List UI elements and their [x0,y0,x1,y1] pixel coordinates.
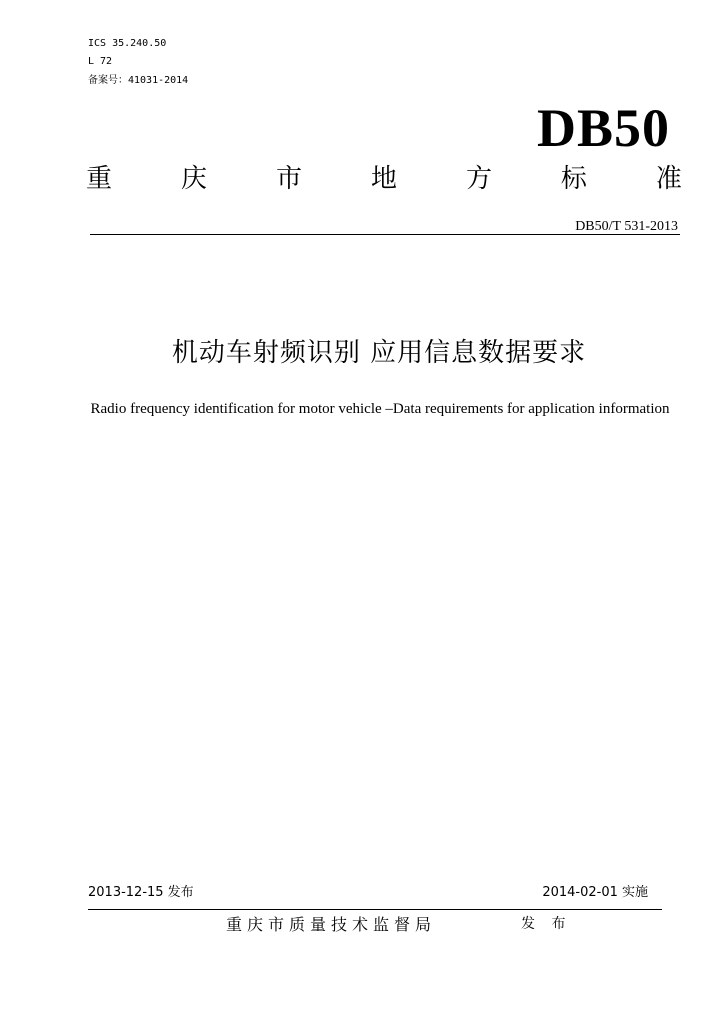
issue-date: 2013-12-15 发布 [88,885,194,900]
issue-label: 发 布 [521,916,572,932]
standard-kind-char: 准 [655,164,682,194]
standard-kind-char: 标 [560,164,587,194]
ics-code: ICS 35.240.50 [88,38,167,49]
document-title-chinese: 机动车射频识别 应用信息数据要求 [171,338,587,368]
standard-kind-char: 方 [465,164,492,194]
filing-number: 备案号：41031-2014 [88,75,189,86]
standard-number: DB50/T 531-2013 [575,219,678,234]
document-title-english: Radio frequency identification for motor vehicle –Data requirements for application information [90,401,670,417]
issuing-authority: 重庆市质量技术监督局 [226,915,437,934]
standard-kind [86,162,682,196]
classification-code: L 72 [88,56,113,67]
standard-kind-char: 重 [86,164,113,194]
footer-divider [88,909,662,910]
header-divider [90,234,680,235]
standard-kind-char: 市 [275,164,302,194]
implementation-date: 2014-02-01 实施 [542,885,648,900]
standard-kind-char: 地 [370,164,397,194]
standard-code: DB50 [536,98,670,158]
standard-kind-char: 庆 [180,164,207,194]
